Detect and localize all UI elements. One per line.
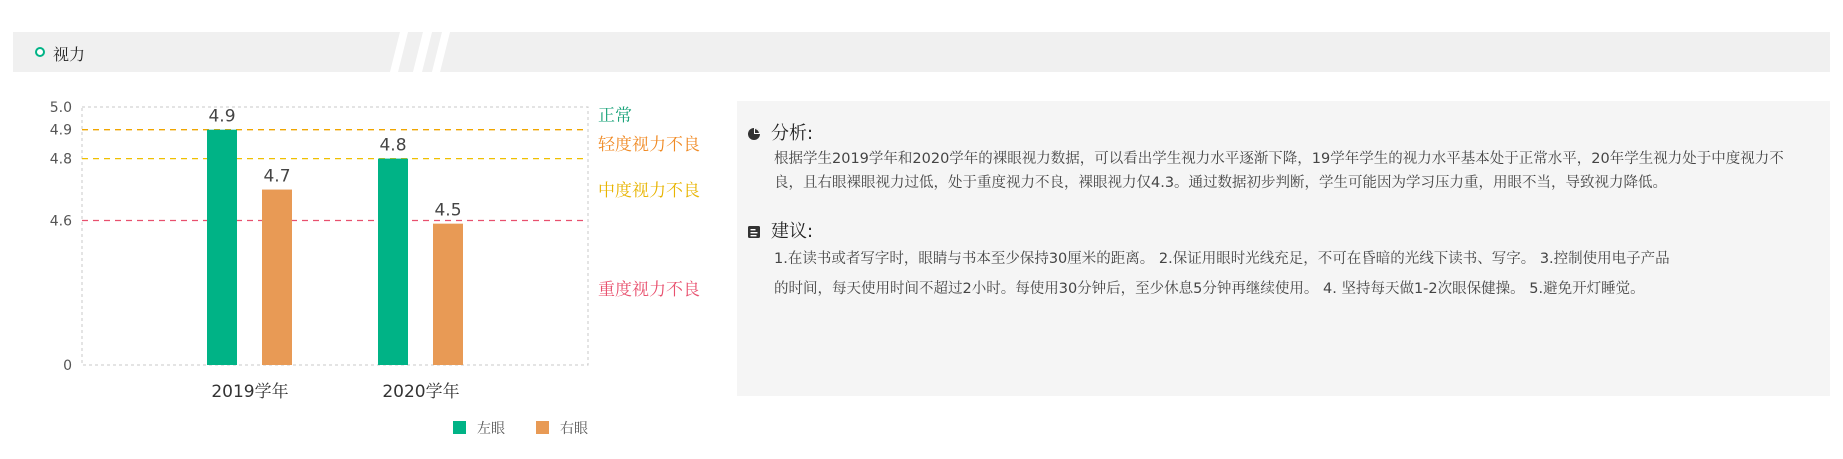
section-title: 视力: [53, 45, 86, 64]
vision-bar-chart: [0, 80, 720, 450]
bar: [207, 130, 237, 365]
y-tick-label: 5.0: [49, 100, 72, 116]
x-category-label: 2020学年: [382, 382, 460, 402]
plot-area-frame: [82, 107, 588, 365]
y-tick-label: 4.6: [49, 213, 72, 230]
pie-chart-icon: [747, 127, 761, 141]
analysis-title: 分析:: [771, 123, 814, 144]
bar-value-label: 4.7: [263, 166, 291, 187]
zone-label: 轻度视力不良: [598, 135, 700, 155]
header-dot-icon: [35, 47, 45, 57]
zone-label: 重度视力不良: [598, 280, 700, 300]
y-tick-label: 4.8: [49, 151, 72, 168]
section-header: [13, 32, 1830, 72]
suggestion-title: 建议:: [771, 221, 814, 242]
suggestion-line-2: 的时间，每天使用时间不超过2小时。每使用30分钟后，至少休息5分钟再继续使用。 4. 坚持每天做1-2次眼保健操。 5.避免开灯睡觉。: [774, 281, 1645, 297]
header-notch-stripe: [390, 32, 408, 72]
y-tick-label: 4.9: [49, 122, 72, 139]
zone-label: 正常: [598, 106, 632, 126]
zone-label: 中度视力不良: [598, 181, 700, 201]
suggestion-line-1: 1.在读书或者写字时，眼睛与书本至少保持30厘米的距离。 2.保证用眼时光线充足，不可在昏暗的光线下读书、写字。 3.控制使用电子产品: [774, 251, 1670, 267]
bar: [378, 159, 408, 365]
x-category-label: 2019学年: [211, 382, 289, 402]
legend-label: 右眼: [560, 421, 588, 437]
bar-value-label: 4.8: [379, 135, 407, 156]
header-notch-stripe: [432, 32, 450, 72]
analysis-text: 根据学生2019学年和2020学年的裸眼视力数据，可以看出学生视力水平逐渐下降，19学年学生的视力水平基本处于正常水平，20年学生视力处于中度视力不良，且右眼裸眼视力过低，处于重度视力不良，裸眼视力仅4.3。通过数据初步判断，学生可能因为学习压力重，用眼不当，导致视力降低。: [774, 151, 1784, 191]
note-edit-icon: [747, 225, 761, 239]
y-tick-label: 0: [63, 358, 72, 374]
header-notch-stripe: [413, 32, 432, 72]
bar-value-label: 4.9: [208, 106, 236, 127]
bar-value-label: 4.5: [434, 200, 462, 221]
info-panel: [737, 101, 1830, 396]
analysis-heading: [747, 119, 813, 145]
suggestion-heading: [747, 217, 813, 243]
bar: [262, 190, 292, 365]
legend-swatch: [453, 421, 466, 434]
bar: [433, 224, 463, 365]
legend-label: 左眼: [477, 421, 505, 437]
legend-swatch: [536, 421, 549, 434]
